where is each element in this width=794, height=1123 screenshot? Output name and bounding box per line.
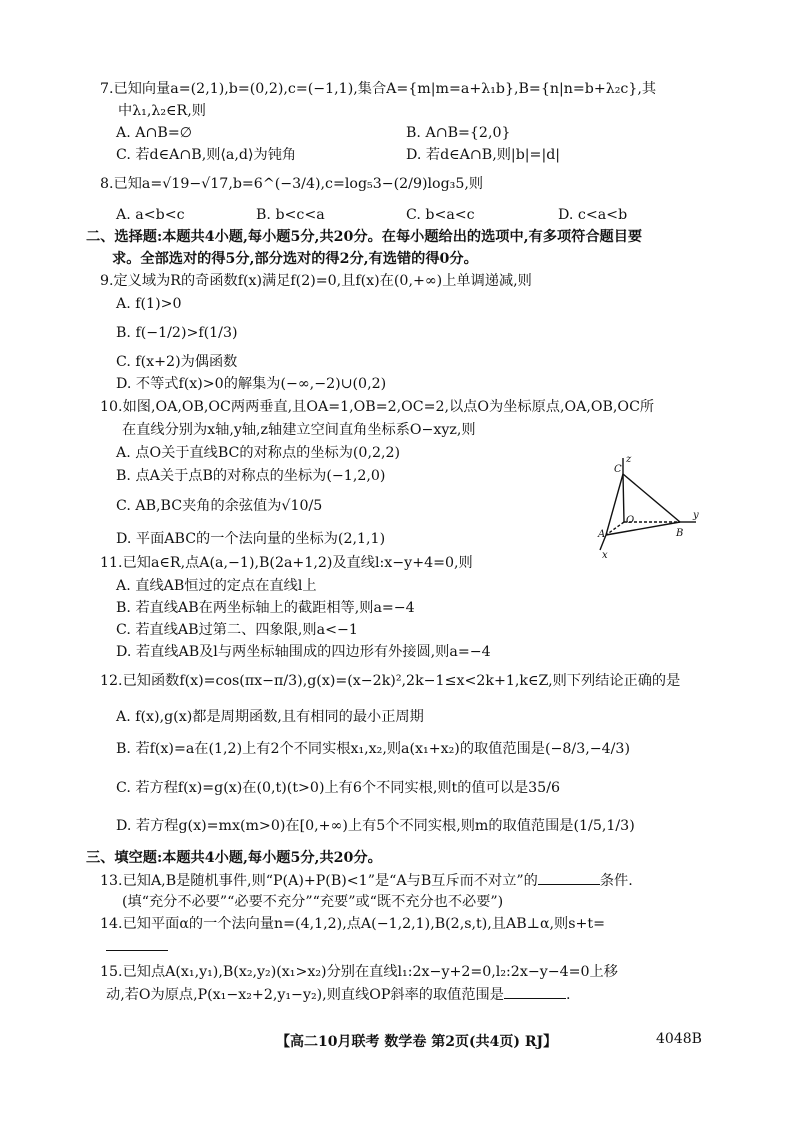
q15-stem-suffix: . bbox=[565, 987, 571, 1003]
q10-option-a: A. 点O关于直线BC的对称点的坐标为(0,2,2) bbox=[116, 445, 401, 461]
figure-label-x: x bbox=[602, 550, 608, 561]
q9-option-b: B. f(−1/2)>f(1/3) bbox=[116, 325, 238, 341]
figure-label-z: z bbox=[626, 454, 632, 465]
q10-option-d: D. 平面ABC的一个法向量的坐标为(2,1,1) bbox=[116, 531, 386, 547]
q13-stem-line2: (填“充分不必要”“必要不充分”“充要”或“既不充分也不必要”) bbox=[122, 894, 504, 910]
q13-stem-suffix: 条件. bbox=[599, 873, 633, 889]
q11-option-d: D. 若直线AB及l与两坐标轴围成的四边形有外接圆,则a=−4 bbox=[116, 644, 491, 660]
figure-label-y: y bbox=[693, 510, 699, 521]
q10-option-c: C. AB,BC夹角的余弦值为√10/5 bbox=[116, 498, 323, 514]
q11-option-c: C. 若直线AB过第二、四象限,则a<−1 bbox=[116, 622, 358, 638]
q8-stem: 8.已知a=√19−√17,b=6^(−3/4),c=log₅3−(2/9)log₃5,则 bbox=[100, 176, 484, 192]
q12-option-d: D. 若方程g(x)=mx(m>0)在[0,+∞)上有5个不同实根,则m的取值范围是(1/5,1/3) bbox=[116, 818, 635, 834]
q7-stem-line1: 7.已知向量a=(2,1),b=(0,2),c=(−1,1),集合A={m|m=a+λ₁b},B={n|n=b+λ₂c},其 bbox=[100, 81, 657, 97]
q14-stem: 14.已知平面α的一个法向量n=(4,1,2),点A(−1,2,1),B(2,s,t),且AB⊥α,则s+t= bbox=[100, 916, 605, 932]
footer-code: 4048B bbox=[656, 1031, 702, 1047]
q8-option-c: C. b<a<c bbox=[406, 207, 475, 223]
q11-option-b: B. 若直线AB在两坐标轴上的截距相等,则a=−4 bbox=[116, 600, 415, 616]
q10-option-b: B. 点A关于点B的对称点的坐标为(−1,2,0) bbox=[116, 468, 386, 484]
q9-option-c: C. f(x+2)为偶函数 bbox=[116, 354, 238, 370]
q7-option-b: B. A∩B={2,0} bbox=[406, 125, 511, 141]
q10-tetrahedron-figure bbox=[596, 452, 706, 562]
q8-option-b: B. b<c<a bbox=[256, 207, 325, 223]
figure-label-b: B bbox=[676, 528, 684, 539]
q7-stem-line2: 中λ₁,λ₂∈R,则 bbox=[118, 103, 206, 119]
q15-stem-line1: 15.已知点A(x₁,y₁),B(x₂,y₂)(x₁>x₂)分别在直线l₁:2x−y+2=0,l₂:2x−y−4=0上移 bbox=[100, 964, 618, 980]
q11-option-a: A. 直线AB恒过的定点在直线l上 bbox=[116, 578, 317, 594]
q11-stem: 11.已知a∈R,点A(a,−1),B(2a+1,2)及直线l:x−y+4=0,则 bbox=[100, 555, 473, 571]
q12-option-b: B. 若f(x)=a在(1,2)上有2个不同实根x₁,x₂,则a(x₁+x₂)的取值范围是(−8/3,−4/3) bbox=[116, 741, 630, 757]
q15-stem-text: 动,若O为原点,P(x₁−x₂+2,y₁−y₂),则直线OP斜率的取值范围是 bbox=[106, 987, 504, 1003]
q15-stem-line2 bbox=[106, 984, 570, 1005]
q10-stem-line1: 10.如图,OA,OB,OC两两垂直,且OA=1,OB=2,OC=2,以点O为坐标原点,OA,OB,OC所 bbox=[100, 399, 655, 415]
q13-stem-line1 bbox=[100, 870, 633, 891]
figure-label-a: A bbox=[598, 529, 606, 540]
q7-option-a: A. A∩B=∅ bbox=[116, 125, 193, 141]
q12-stem: 12.已知函数f(x)=cos(πx−π/3),g(x)=(x−2k)²,2k−1≤x<2k+1,k∈Z,则下列结论正确的是 bbox=[100, 673, 681, 689]
figure-label-o: O bbox=[626, 515, 635, 526]
footer-exam-info: 【高二10月联考 数学卷 第2页(共4页) RJ】 bbox=[276, 1034, 558, 1050]
q15-answer-blank[interactable] bbox=[504, 984, 566, 999]
q14-answer-blank[interactable] bbox=[106, 936, 168, 951]
q14-answer-line bbox=[106, 936, 168, 957]
figure-label-c: C bbox=[614, 464, 622, 475]
q10-stem-line2: 在直线分别为x轴,y轴,z轴建立空间直角坐标系O−xyz,则 bbox=[122, 422, 476, 438]
q8-option-d: D. c<a<b bbox=[558, 207, 628, 223]
q9-option-d: D. 不等式f(x)>0的解集为(−∞,−2)∪(0,2) bbox=[116, 376, 387, 392]
q12-option-a: A. f(x),g(x)都是周期函数,且有相同的最小正周期 bbox=[116, 709, 424, 725]
q12-option-c: C. 若方程f(x)=g(x)在(0,t)(t>0)上有6个不同实根,则t的值可以是35/6 bbox=[116, 780, 561, 796]
q13-answer-blank[interactable] bbox=[538, 870, 600, 885]
section3-heading: 三、填空题:本题共4小题,每小题5分,共20分。 bbox=[86, 850, 382, 866]
q9-option-a: A. f(1)>0 bbox=[116, 296, 182, 312]
section2-heading-line1: 二、选择题:本题共4小题,每小题5分,共20分。在每小题给出的选项中,有多项符合题目要 bbox=[86, 229, 643, 245]
q9-stem: 9.定义域为R的奇函数f(x)满足f(2)=0,且f(x)在(0,+∞)上单调递减,则 bbox=[100, 273, 532, 289]
q13-stem-text: 13.已知A,B是随机事件,则“P(A)+P(B)<1”是“A与B互斥而不对立”的 bbox=[100, 873, 538, 889]
q8-option-a: A. a<b<c bbox=[116, 207, 185, 223]
q7-option-c: C. 若d∈A∩B,则⟨a,d⟩为钝角 bbox=[116, 147, 297, 163]
section2-heading-line2: 求。全部选对的得5分,部分选对的得2分,有选错的得0分。 bbox=[112, 251, 478, 267]
q7-option-d: D. 若d∈A∩B,则|b|=|d| bbox=[406, 147, 561, 163]
